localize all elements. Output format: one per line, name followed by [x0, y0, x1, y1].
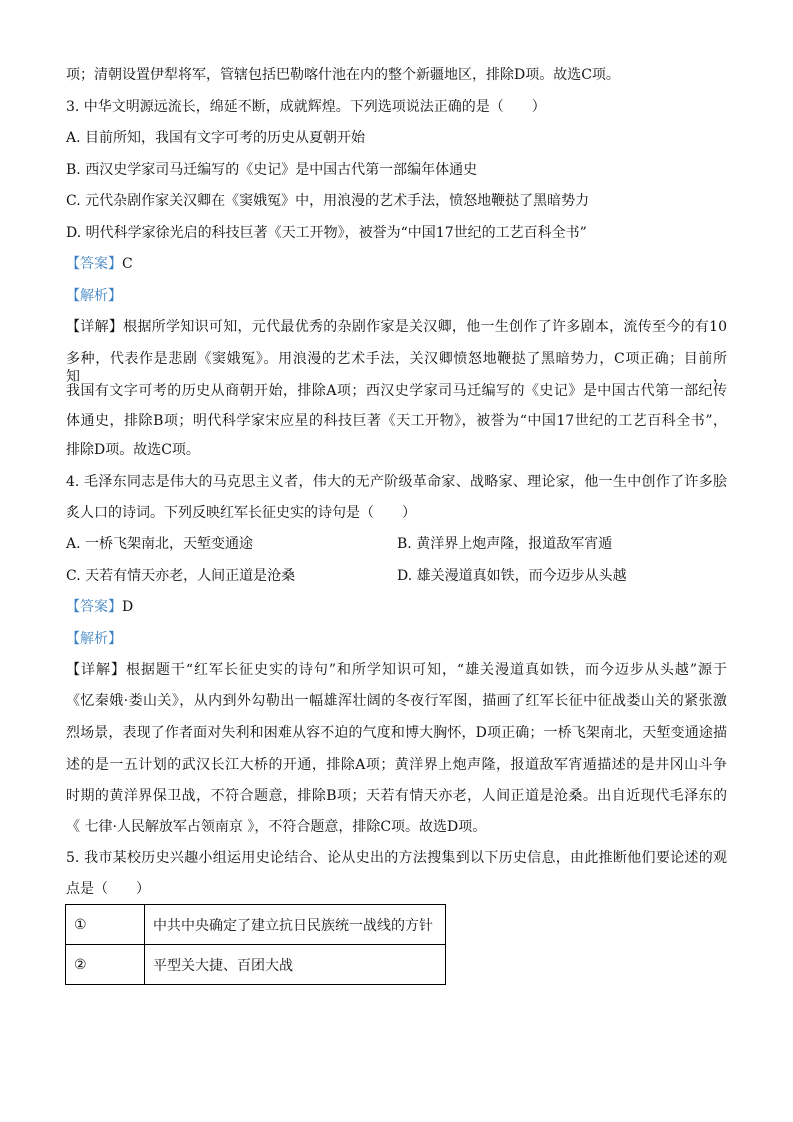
detail-line: 我国有文字可考的历史从商朝开始，排除A项；西汉史学家司马迁编写的《史记》是中国古代第一部纪传: [66, 383, 727, 399]
analysis-label: 【解析】: [66, 288, 122, 304]
option-d: D. 明代科学家徐光启的科技巨著《天工开物》，被誉为“中国17世纪的工艺百科全书”: [66, 225, 587, 241]
option-c: C. 元代杂剧作家关汉卿在《窦娥冤》中，用浪漫的艺术手法，愤怒地鞭挞了黑暗势力: [66, 193, 590, 209]
answer: [66, 598, 727, 616]
option-d: D. 雄关漫道真如铁，而今迈步从头越: [397, 568, 627, 584]
detail-line: 《 七律·人民解放军占领南京 》，不符合题意，排除C项。故选D项。: [66, 819, 487, 835]
detail-line: 【详解】根据题干“红军长征史实的诗句”和所学知识可知，“雄关漫道真如铁，而今迈步从头越”源于: [66, 662, 727, 678]
row-number: ②: [66, 945, 145, 985]
table-row: [66, 945, 446, 985]
question-5-cont: 点是（ ）: [66, 881, 150, 897]
question-3: 3. 中华文明源远流长，绵延不断，成就辉煌。下列选项说法正确的是（ ）: [66, 99, 546, 115]
answer: [66, 255, 727, 273]
text-line: 项；清朝设置伊犁将军，管辖包括巴勒喀什池在内的整个新疆地区，排除D项。故选C项。: [66, 67, 620, 83]
question-4: 4. 毛泽东同志是伟大的马克思主义者，伟大的无产阶级革命家、战略家、理论家，他一生中创作了许多脍: [66, 474, 727, 490]
table-row: [66, 905, 446, 945]
detail-line: 烈场景，表现了作者面对失利和困难从容不迫的气度和博大胸怀，D项正确；一桥飞架南北，天堑变通途描: [66, 725, 727, 741]
answer-label: 【答案】: [66, 599, 122, 615]
detail-line: 多种，代表作是悲剧《窦娥冤》。用浪漫的艺术手法，关汉卿愤怒地鞭挞了黑暗势力，C项正确；目前所知，: [66, 351, 727, 385]
detail-line: 【详解】根据所学知识可知，元代最优秀的杂剧作家是关汉卿，他一生创作了许多剧本，流传至今的有10: [66, 319, 727, 335]
option-b: B. 黄洋界上炮声隆，报道敌军宵遁: [397, 536, 613, 552]
row-text: 平型关大捷、百团大战: [145, 945, 446, 985]
option-row: [66, 567, 727, 585]
option-a: A. 一桥飞架南北，天堑变通途: [66, 536, 254, 552]
option-row: [66, 535, 727, 553]
detail-line: 时期的黄洋界保卫战，不符合题意，排除B项；天若有情天亦老，人间正道是沧桑。出自近现代毛泽东的: [66, 788, 727, 804]
detail-line: 《忆秦娥·娄山关》，从内到外勾勒出一幅雄浑壮阔的冬夜行军图，描画了红军长征中征战娄山关的紧张激: [66, 693, 727, 709]
info-table: [65, 904, 446, 985]
option-b: B. 西汉史学家司马迁编写的《史记》是中国古代第一部编年体通史: [66, 162, 478, 178]
option-c: C. 天若有情天亦老，人间正道是沧桑: [66, 568, 296, 584]
detail-line: 述的是一五计划的武汉长江大桥的开通，排除A项；黄洋界上炮声隆，报道敌军宵遁描述的是井冈山斗争: [66, 757, 727, 773]
question-4-cont: 炙人口的诗词。下列反映红军长征史实的诗句是（ ）: [66, 505, 416, 521]
question-5: 5. 我市某校历史兴趣小组运用史论结合、论从史出的方法搜集到以下历史信息，由此推断他们要论述的观: [66, 850, 727, 866]
detail-line: 体通史，排除B项；明代科学家宋应星的科技巨著《天工开物》，被誉为“中国17世纪的工艺百科全书”，: [66, 413, 727, 429]
option-a: A. 目前所知，我国有文字可考的历史从夏朝开始: [66, 130, 366, 146]
answer-value: C: [122, 256, 133, 272]
row-number: ①: [66, 905, 145, 945]
answer-value: D: [122, 599, 134, 615]
row-text: 中共中央确定了建立抗日民族统一战线的方针: [145, 905, 446, 945]
detail-line: 排除D项。故选C项。: [66, 442, 200, 458]
analysis-label: 【解析】: [66, 631, 122, 647]
answer-label: 【答案】: [66, 256, 122, 272]
